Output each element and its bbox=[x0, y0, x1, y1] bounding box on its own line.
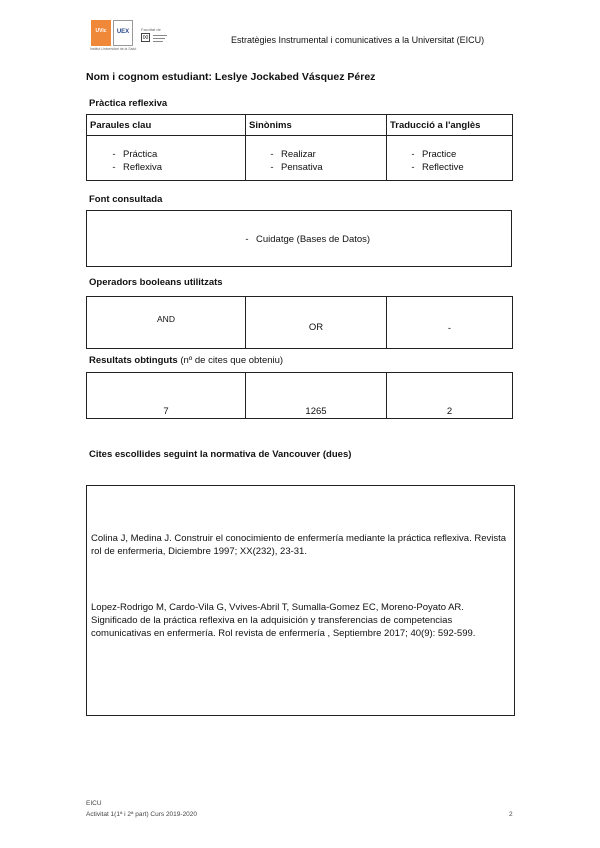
operators-table bbox=[86, 296, 513, 349]
page-number: 2 bbox=[509, 811, 513, 818]
practica-table: Paraules clau Sinònims Traducció a l'anglès - Práctica - Reflexiva - Realizar - Pensativa - Practice - Reflective bbox=[86, 114, 513, 181]
synonym-item: Realizar bbox=[281, 149, 316, 160]
footer-activity: Activitat 1(1ª i 2ª part) Curs 2019-2020 bbox=[86, 811, 198, 818]
operator-and: AND bbox=[87, 297, 246, 349]
operator-or: OR bbox=[246, 297, 387, 349]
student-name: Nom i cognom estudiant: Leslye Jockabed Vásquez Pérez bbox=[86, 71, 376, 83]
font-title: Font consultada bbox=[89, 194, 163, 205]
header-title: Estratègies Instrumental i comunicatives a la Universitat (EICU) bbox=[231, 35, 485, 45]
result-value: 2 bbox=[387, 373, 513, 419]
faculty-logo-box: IXI bbox=[142, 35, 149, 41]
font-value: Cuidatge (Bases de Datos) bbox=[256, 234, 371, 245]
translation-item: Reflective bbox=[422, 162, 464, 173]
operator-none: - bbox=[387, 297, 513, 349]
uex-logo bbox=[113, 20, 133, 46]
cites-box bbox=[86, 485, 515, 716]
operators-title: Operadors booleans utilitzats bbox=[89, 277, 223, 288]
results-subtitle: (nº de cites que obteniu) bbox=[180, 355, 284, 366]
logo2-text: UEX bbox=[116, 29, 130, 35]
results-table bbox=[86, 372, 513, 419]
citation-1: Colina J, Medina J. Construir el conocimiento de enfermería mediante la práctica reflexiva. Revista rol de enfermeria, Diciembre 1997; XX(232), 23-31. bbox=[91, 533, 507, 557]
uvic-logo bbox=[91, 20, 111, 46]
faculty-logo-top: Facultat de bbox=[141, 27, 161, 32]
logo2-subtitle: Institut Universitari de la Salut bbox=[90, 47, 137, 51]
results-heading bbox=[89, 355, 283, 366]
logo1-text: UVic bbox=[95, 28, 107, 34]
synonym-item: Pensativa bbox=[281, 162, 323, 173]
cites-title: Cites escollides seguint la normativa de Vancouver (dues) bbox=[89, 449, 352, 460]
translation-item: Practice bbox=[422, 149, 457, 160]
font-box: - Cuidatge (Bases de Datos) bbox=[86, 210, 512, 267]
result-value: 7 bbox=[87, 373, 246, 419]
results-title: Resultats obtinguts bbox=[89, 355, 178, 366]
faculty-logo bbox=[141, 27, 171, 47]
keyword-item: Reflexiva bbox=[123, 162, 163, 173]
citation-2: Lopez-Rodrigo M, Cardo-Vila G, Vvives-Abril T, Sumalla-Gomez EC, Moreno-Poyato AR. Significado de la práctica reflexiva en la adquisición y transferencias de competencias comunicativas en enfermería. Rol revista de enfermería , Septiembre 2017; 40(9): 592-599. bbox=[91, 602, 476, 639]
result-value: 1265 bbox=[246, 373, 387, 419]
keyword-item: Práctica bbox=[123, 149, 158, 160]
practica-title: Pràctica reflexiva bbox=[89, 98, 168, 109]
header-translation: Traducció a l'anglès bbox=[387, 115, 513, 136]
header-keywords: Paraules clau bbox=[87, 115, 246, 136]
header-synonyms: Sinònims bbox=[246, 115, 387, 136]
footer-course: EICU bbox=[86, 800, 102, 807]
